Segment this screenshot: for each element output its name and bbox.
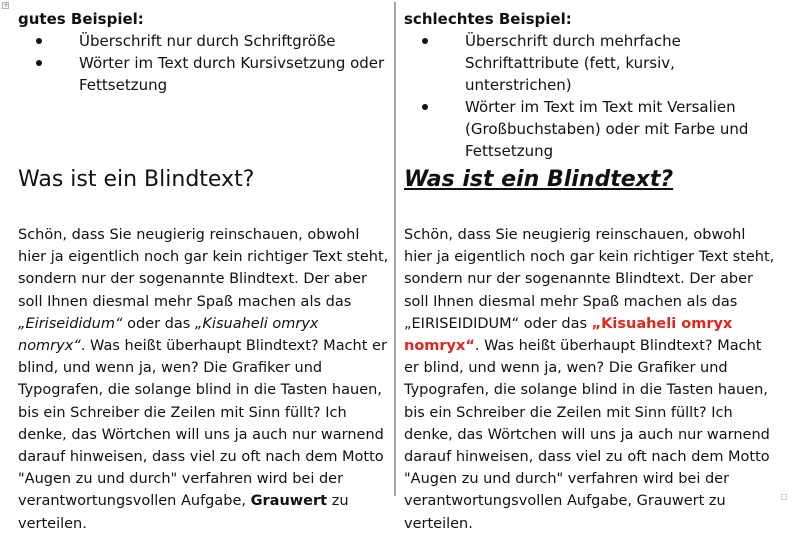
bad-blindtext-body [404,224,776,535]
bad-example-column [404,8,776,532]
good-body-term-italic-1: „Eiriseididum“ [18,315,123,332]
bad-example-bullet-list [404,30,776,162]
bad-body-rest: . Was heißt überhaupt Blindtext? Macht er blind, und wenn ja, wen? Die Grafiker und Typografen, die solange blind in die Tasten hauen, bis ein Schreiber die Zeilen mit Sinn füllt? Ich denke, das Wörtchen will uns ja auch nur warnend darauf hinweisen, dass viel zu oft nach dem Motto "Augen zu und durch" verfahren wird bei der verantwortungsvollen Aufgabe, Grauwert zu verteilen. [404,338,770,532]
bad-body-intro: Schön, dass Sie neugierig reinschauen, obwohl hier ja eigentlich noch gar kein richtiger Text steht, sondern nur der sogenannte Blindtext. Der aber soll Ihnen diesmal mehr Spaß machen als das [404,227,775,310]
bad-blindtext-title: Was ist ein Blindtext? [404,167,674,192]
bad-bullet-item: Überschrift durch mehrfache Schriftattribute (fett, kursiv, unterstrichen) [422,30,776,96]
table-move-handle[interactable]: + [3,1,9,9]
bad-body-term-uppercase: „EIRISEIDIDUM“ [404,315,520,332]
good-example-bullet-list [18,30,390,96]
good-body-rest: . Was heißt überhaupt Blindtext? Macht er blind, und wenn ja, wen? Die Grafiker und Typografen, die solange blind in die Tasten hauen, bis ein Schreiber die Zeilen mit Sinn füllt? Ich denke, das Wörtchen will uns ja auch nur warnend darauf hinweisen, dass viel zu oft nach dem Motto "Augen zu und durch" verfahren wird bei der verantwortungsvollen Aufgabe, [18,338,387,510]
good-body-ending: zu verteilen. [18,493,349,532]
good-blindtext-body [18,224,390,535]
good-example-column [18,8,390,532]
resize-grip-icon[interactable] [781,494,787,500]
column-divider [394,2,396,496]
good-body-bold-word: Grauwert [250,493,328,510]
bad-example-heading: schlechtes Beispiel: [404,10,572,28]
bad-body-term-red-bold: „Kisuaheli omryx nomryx“ [404,315,733,355]
good-body-term-italic-2: „Kisuaheli omryx nomryx“ [18,315,319,355]
good-body-intro: Schön, dass Sie neugierig reinschauen, obwohl hier ja eigentlich noch gar kein richtiger Text steht, sondern nur der sogenannte Blindtext. Der aber soll Ihnen diesmal mehr Spaß machen als das [18,227,389,310]
good-example-heading: gutes Beispiel: [18,10,144,28]
good-blindtext-title: Was ist ein Blindtext? [18,167,255,192]
bad-bullet-item: Wörter im Text im Text mit Versalien (Großbuchstaben) oder mit Farbe und Fettsetzung [422,96,776,162]
good-bullet-item: Wörter im Text durch Kursivsetzung oder Fettsetzung [36,52,390,96]
bad-body-mid: oder das [519,315,592,332]
good-body-mid: oder das [122,315,195,332]
good-bullet-item: Überschrift nur durch Schriftgröße [36,30,390,52]
